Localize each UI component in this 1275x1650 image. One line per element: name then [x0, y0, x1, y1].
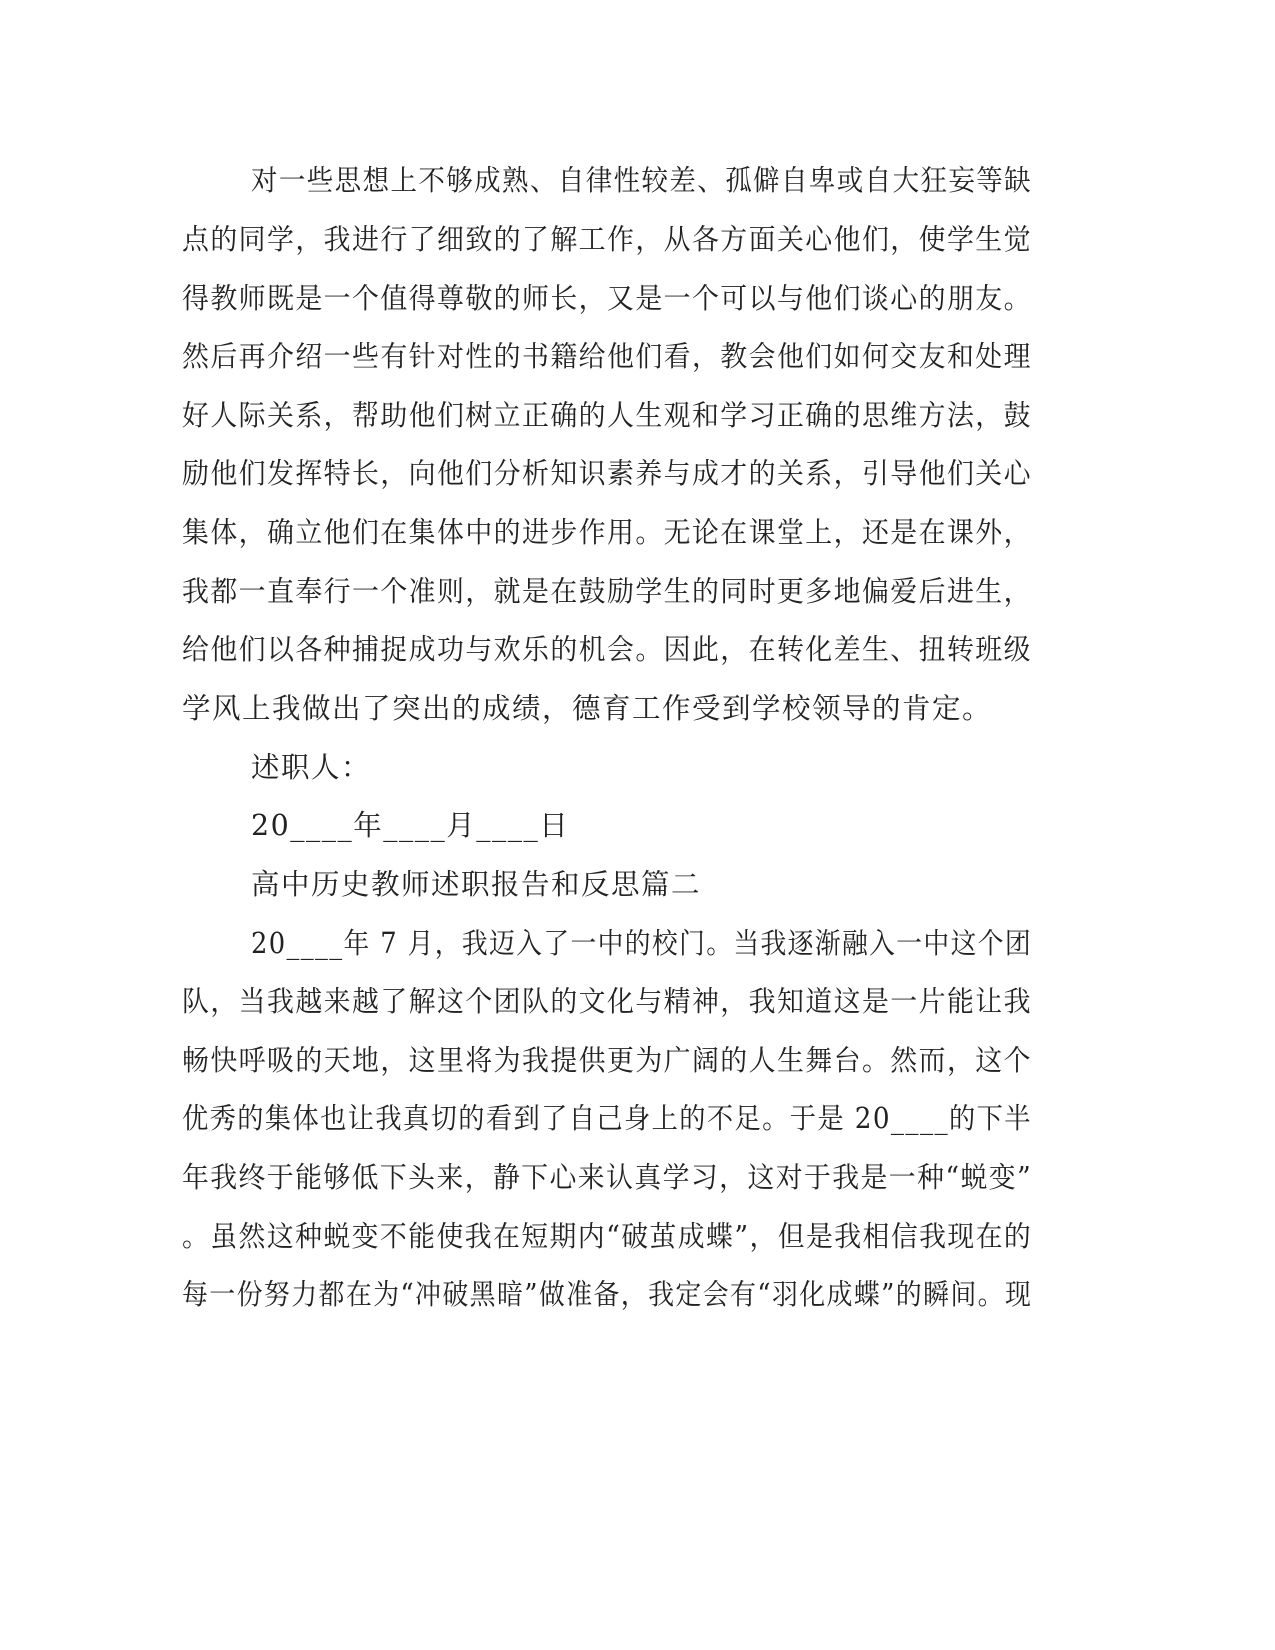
paragraph-line: 好人际关系，帮助他们树立正确的人生观和学习正确的思维方法，鼓 — [182, 399, 1032, 432]
paragraph-line: 对一些思想上不够成熟、自律性较差、孤僻自卑或自大狂妄等缺 — [251, 164, 1033, 197]
paragraph-line: 。虽然这种蜕变不能使我在短期内“破茧成蝶”，但是我相信我现在的 — [182, 1220, 1033, 1253]
paragraph-line: 点的同学，我进行了细致的了解工作，从各方面关心他们，使学生觉 — [182, 223, 1032, 256]
section-title: 高中历史教师述职报告和反思篇二 — [251, 868, 702, 901]
paragraph-line: 每一份努力都在为“冲破黑暗”做准备，我定会有“羽化成蝶”的瞬间。现 — [182, 1278, 1033, 1311]
paragraph-line: 集体，确立他们在集体中的进步作用。无论在课堂上，还是在课外， — [182, 516, 1032, 549]
paragraph-line: 得教师既是一个值得尊敬的师长，又是一个可以与他们谈心的朋友。 — [182, 282, 1032, 315]
paragraph-line: 20____年 7 月，我迈入了一中的校门。当我逐渐融入一中这个团 — [251, 927, 1033, 960]
paragraph-line: 励他们发挥特长，向他们分析知识素养与成才的关系，引导他们关心 — [182, 457, 1032, 490]
paragraph-line: 然后再介绍一些有针对性的书籍给他们看，教会他们如何交友和处理 — [182, 340, 1032, 373]
paragraph-line: 队，当我越来越了解这个团队的文化与精神，我知道这是一片能让我 — [182, 985, 1032, 1018]
date-line: 20____年____月____日 — [251, 809, 570, 842]
paragraph-line: 年我终于能够低下头来，静下心来认真学习，这对于我是一种“蜕变” — [182, 1161, 1033, 1194]
paragraph-line: 给他们以各种捕捉成功与欢乐的机会。因此，在转化差生、扭转班级 — [182, 633, 1032, 666]
signature-label: 述职人： — [251, 751, 372, 784]
paragraph-line: 畅快呼吸的天地，这里将为我提供更为广阔的人生舞台。然而，这个 — [182, 1044, 1032, 1077]
paragraph-line: 我都一直奉行一个准则，就是在鼓励学生的同时更多地偏爱后进生， — [182, 575, 1032, 608]
paragraph-line: 学风上我做出了突出的成绩，德育工作受到学校领导的肯定。 — [182, 692, 993, 725]
paragraph-line: 优秀的集体也让我真切的看到了自己身上的不足。于是 20____的下半 — [182, 1102, 1032, 1135]
